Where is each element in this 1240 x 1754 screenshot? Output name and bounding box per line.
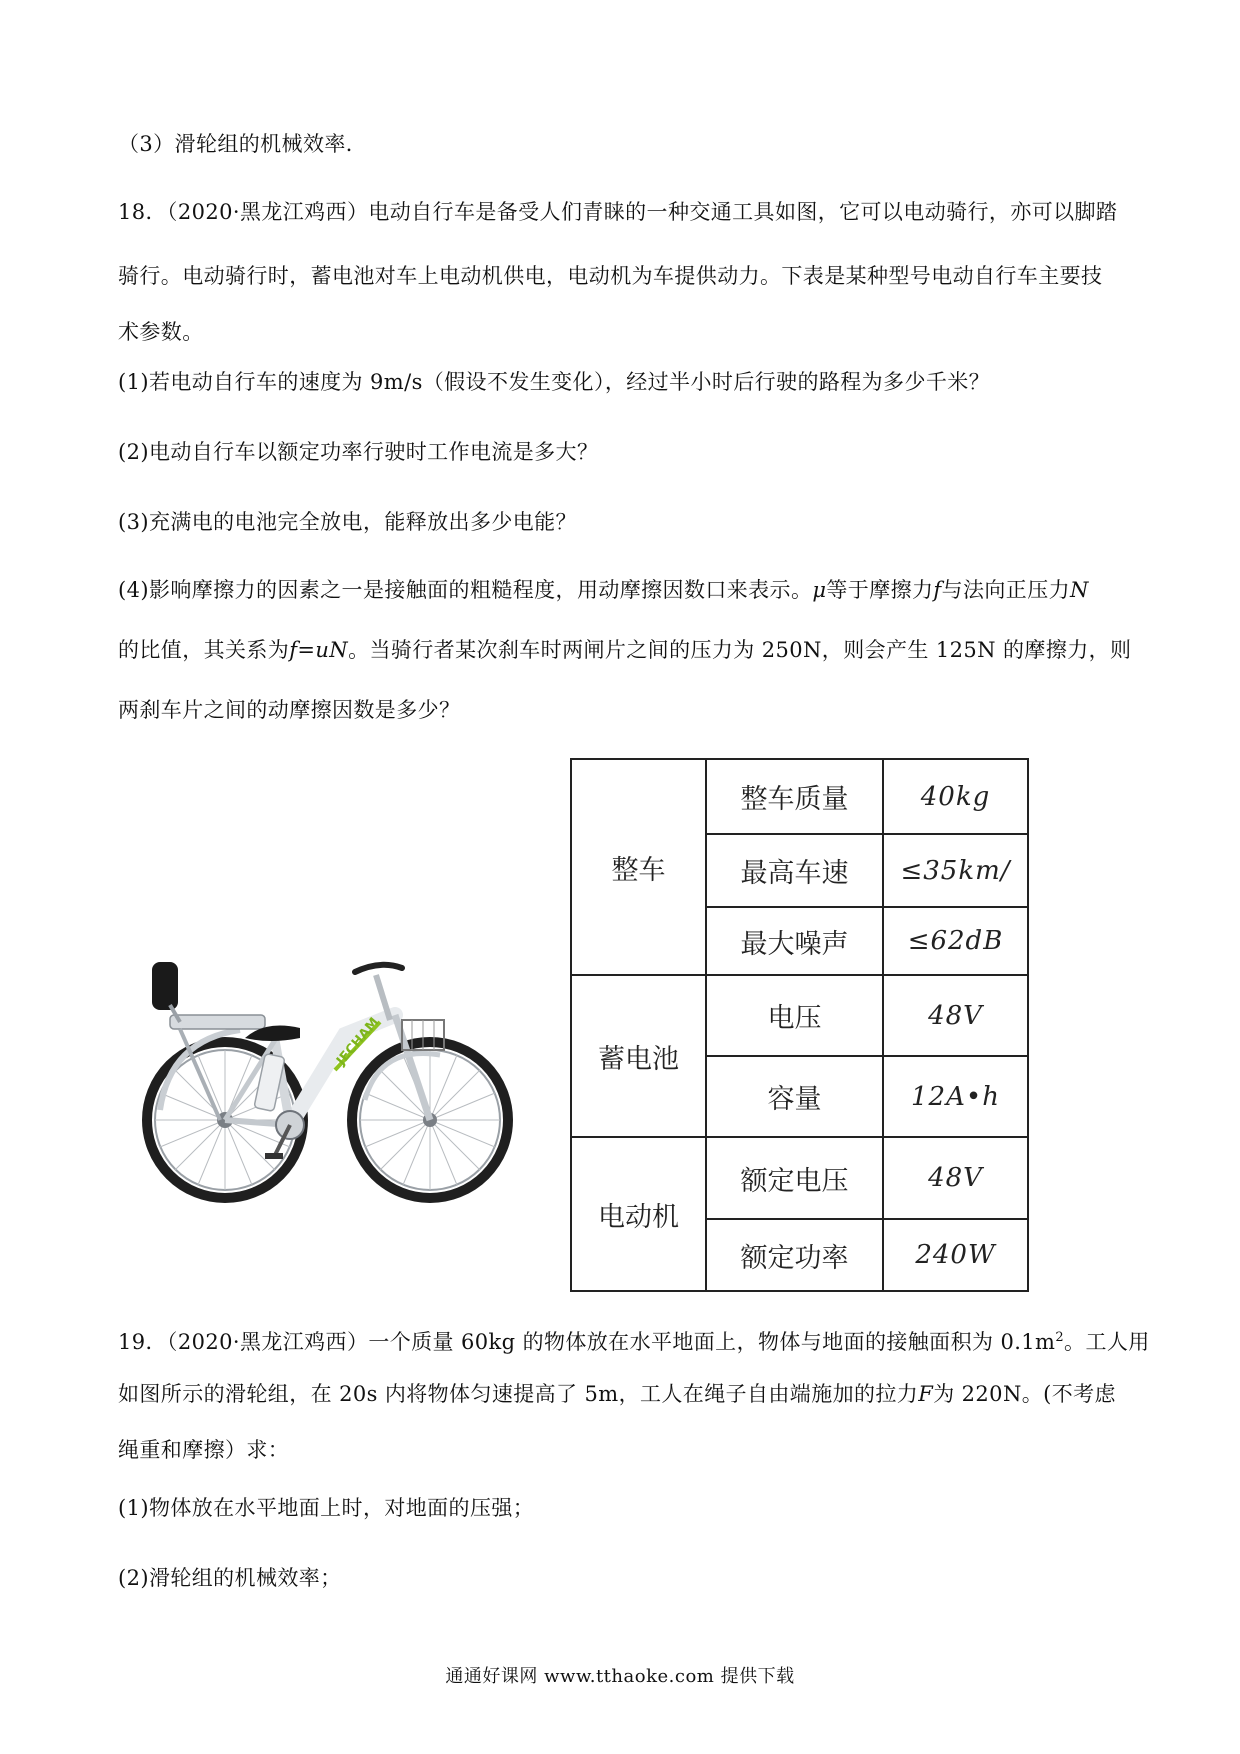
table-value-cell: 240W xyxy=(883,1219,1028,1291)
table-item-cell: 容量 xyxy=(706,1056,883,1137)
bike-brand-logo: JECHAM xyxy=(333,1015,383,1069)
table-row xyxy=(571,1137,1028,1219)
table-item-cell: 额定电压 xyxy=(706,1137,883,1219)
table-item-cell: 最高车速 xyxy=(706,834,883,907)
q18-sub3: (3)充满电的电池完全放电，能释放出多少电能？ xyxy=(118,510,577,534)
table-value-cell: ≤35km/ xyxy=(883,834,1028,907)
table-item-cell: 最大噪声 xyxy=(706,907,883,975)
table-item-cell: 整车质量 xyxy=(706,759,883,834)
table-row xyxy=(571,975,1028,1056)
spec-table xyxy=(570,758,1029,1292)
q18-sub4: (4)影响摩擦力的因素之一是接触面的粗糙程度，用动摩擦因数口来表示。μ等于摩擦力f与法向正压力N 的比值，其关系为f=uN。当骑行者某次刹车时两闸片之间的压力为 250N，则会产生 125N 的摩擦力，则 两刹车片之间的动摩擦因数是多少？ xyxy=(118,578,1132,722)
electric-bicycle-image xyxy=(140,960,520,1220)
rear-rack xyxy=(160,1015,265,1120)
table-group-cell: 整车 xyxy=(571,759,706,975)
q18-sub2: (2)电动自行车以额定功率行驶时工作电流是多大？ xyxy=(118,440,599,464)
table-group-cell: 蓄电池 xyxy=(571,975,706,1137)
backrest xyxy=(152,962,180,1022)
table-value-cell: 48V xyxy=(883,975,1028,1056)
q19-stem: 19．（2020·黑龙江鸡西）一个质量 60kg 的物体放在水平地面上，物体与地面的接触面积为 $0.1m^2$。工人用 如图所示的滑轮组，在 20s 内将物体匀速提高了 5m，工人在绳子自由端施加的拉力F为 220N。(不考虑 绳重和摩擦）求： xyxy=(118,1330,1150,1462)
table-item-cell: 额定功率 xyxy=(706,1219,883,1291)
table-item-cell: 电压 xyxy=(706,975,883,1056)
table-group-cell: 电动机 xyxy=(571,1137,706,1291)
table-row xyxy=(571,759,1028,834)
q17-sub3: （3）滑轮组的机械效率． xyxy=(118,132,368,156)
q18-sub1: (1)若电动自行车的速度为 9m/s（假设不发生变化），经过半小时后行驶的路程为多少千米？ xyxy=(118,370,991,394)
page-footer: 通通好课网 www.tthaoke.com 提供下载 xyxy=(445,1666,795,1687)
table-value-cell: 40kg xyxy=(883,759,1028,834)
q19-sub1: (1)物体放在水平地面上时，对地面的压强； xyxy=(118,1496,535,1520)
table-value-cell: 12A•h xyxy=(883,1056,1028,1137)
table-value-cell: ≤62dB xyxy=(883,907,1028,975)
q18-stem: 18．（2020·黑龙江鸡西）电动自行车是备受人们青睐的一种交通工具如图，它可以电动骑行，亦可以脚踏 骑行。电动骑行时，蓄电池对车上电动机供电，电动机为车提供动力。下表是某种型号电动自行车主要技 术参数。 xyxy=(118,200,1118,344)
q19-sub2: (2)滑轮组的机械效率； xyxy=(118,1566,342,1590)
table-value-cell: 48V xyxy=(883,1137,1028,1219)
